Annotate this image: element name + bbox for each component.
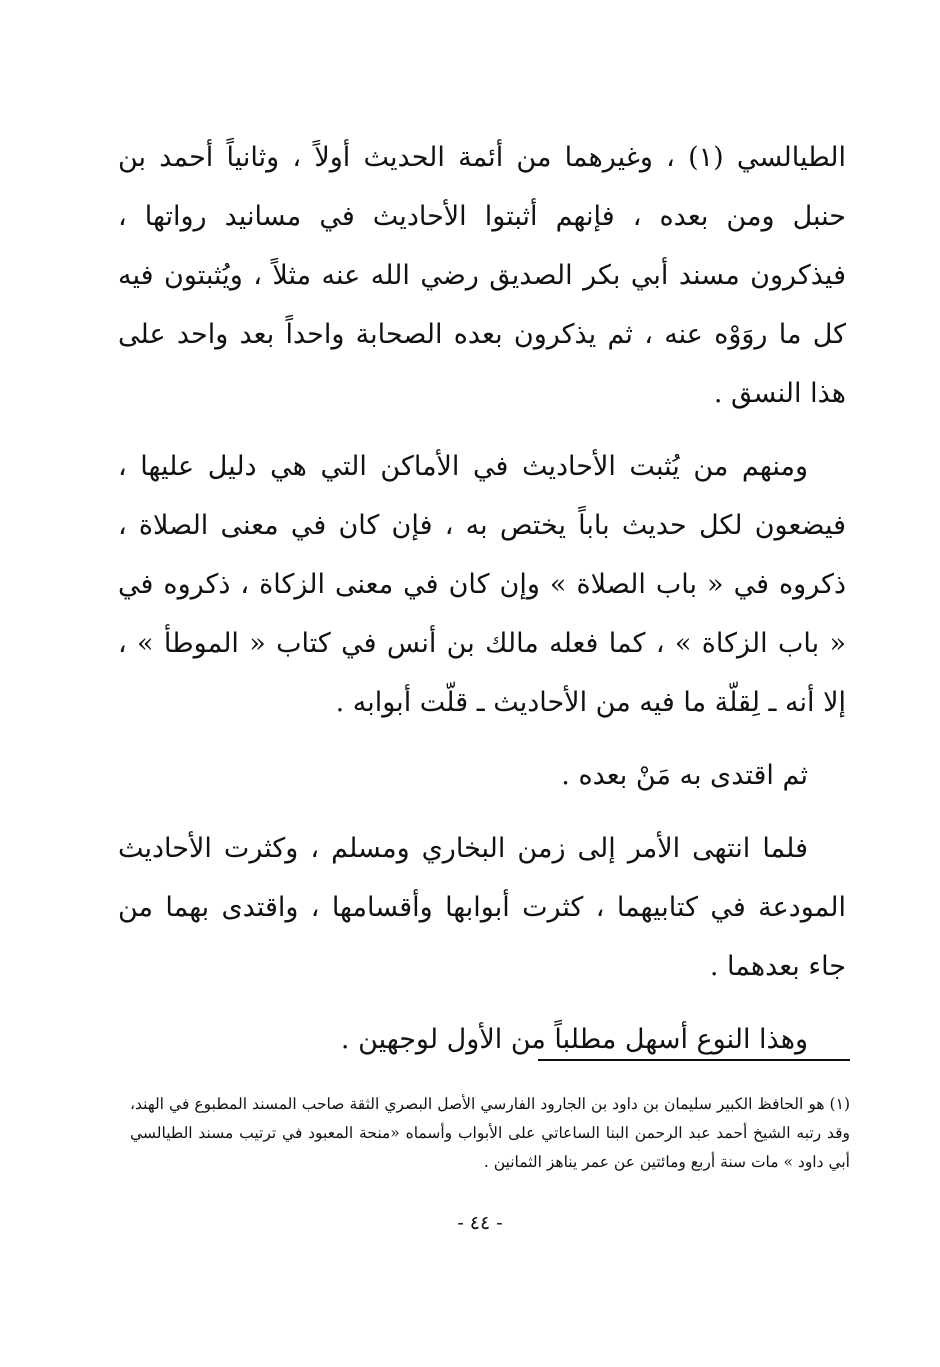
footnote-separator [538,1059,850,1061]
paragraph-2: ومنهم من يُثبت الأحاديث في الأماكن التي هي دليل عليها ، فيضعون لكل حديث باباً يختص به ، فإن كان في معنى الصلاة ، ذكروه في « باب الصلاة » وإن كان في معنى الزكاة ، ذكروه في « باب الزكاة » ، كما فعله مالك بن أنس في كتاب « الموطأ » ، إلا أنه ـ لِقلّة ما فيه من الأحاديث ـ قلّت أبوابه . [118,451,846,718]
main-text [118,128,846,1069]
paragraph-3: ثم اقتدى به مَنْ بعده . [561,760,808,791]
footnote-text: (١) هو الحافظ الكبير سليمان بن داود بن الجارود الفارسي الأصل البصري الثقة صاحب المسند المطبوع في الهند، وقد رتبه الشيخ أحمد عبد الرحمن البنا الساعاتي على الأبواب وأسماه «منحة المعبود في ترتيب مسند الطيالسي أبي داود » مات سنة أربع ومائتين عن عمر يناهز الثمانين . [130,1095,850,1171]
paragraph-4: فلما انتهى الأمر إلى زمن البخاري ومسلم ، وكثرت الأحاديث المودعة في كتابيهما ، كثرت أبوابها وأقسامها ، واقتدى بهما من جاء بعدهما . [118,833,846,982]
page-number: - ٤٤ - [457,1212,503,1234]
paragraph-1: الطيالسي (١) ، وغيرهما من أئمة الحديث أولاً ، وثانياً أحمد بن حنبل ومن بعده ، فإنهم أثبتوا الأحاديث في مسانيد رواتها ، فيذكرون مسند أبي بكر الصديق رضي الله عنه مثلاً ، ويُثبتون فيه كل ما روَوْه عنه ، ثم يذكرون بعده الصحابة واحداً بعد واحد على هذا النسق . [118,142,847,409]
footnote [130,1090,850,1177]
paragraph-5: وهذا النوع أسهل مطلباً من الأول لوجهين . [340,1024,808,1055]
